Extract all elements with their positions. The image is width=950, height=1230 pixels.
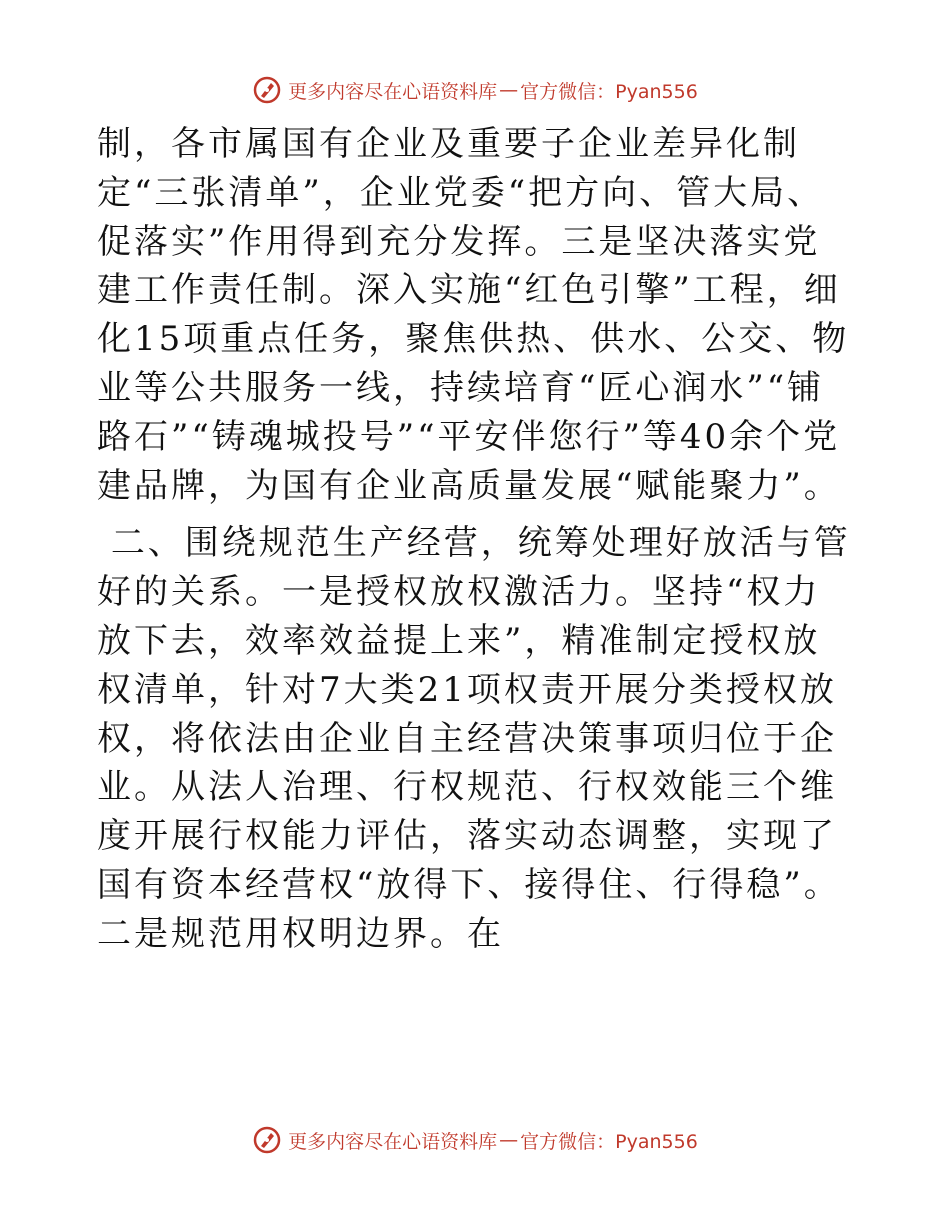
pen-nib-logo-icon: [252, 75, 282, 105]
paragraph-2: 二、围绕规范生产经营，统筹处理好放活与管好的关系。一是授权放权激活力。坚持“权力放下去，效率效益提上来”，精准制定授权放权清单，针对7大类21项权责开展分类授权放权，将依法由企业自主经营决策事项归位于企业。从法人治理、行权规范、行权效能三个维度开展行权能力评估，落实动态调整，实现了国有资本经营权“放得下、接得住、行得稳”。二是规范用权明边界。在: [97, 523, 851, 954]
watermark-separator: —: [499, 1129, 519, 1151]
watermark-brand: 更多内容尽在心语资料库: [288, 80, 498, 103]
watermark-brand: 更多内容尽在心语资料库: [288, 1130, 498, 1153]
document-body: [97, 120, 857, 959]
watermark-contact: 官方微信：Pyan556: [520, 1130, 698, 1153]
watermark-contact: 官方微信：Pyan556: [520, 80, 698, 103]
footer-watermark: [0, 1120, 950, 1160]
header-watermark: [0, 70, 950, 110]
pen-nib-logo-icon: [252, 1125, 282, 1155]
watermark-separator: —: [499, 79, 519, 101]
paragraph-1: 制，各市属国有企业及重要子企业差异化制定“三张清单”，企业党委“把方向、管大局、促落实”作用得到充分发挥。三是坚决落实党建工作责任制。深入实施“红色引擎”工程，细化15项重点任务，聚焦供热、供水、公交、物业等公共服务一线，持续培育“匠心润水”“铺路石”“铸魂城投号”“平安伴您行”等40余个党建品牌，为国有企业高质量发展“赋能聚力”。: [97, 124, 850, 506]
